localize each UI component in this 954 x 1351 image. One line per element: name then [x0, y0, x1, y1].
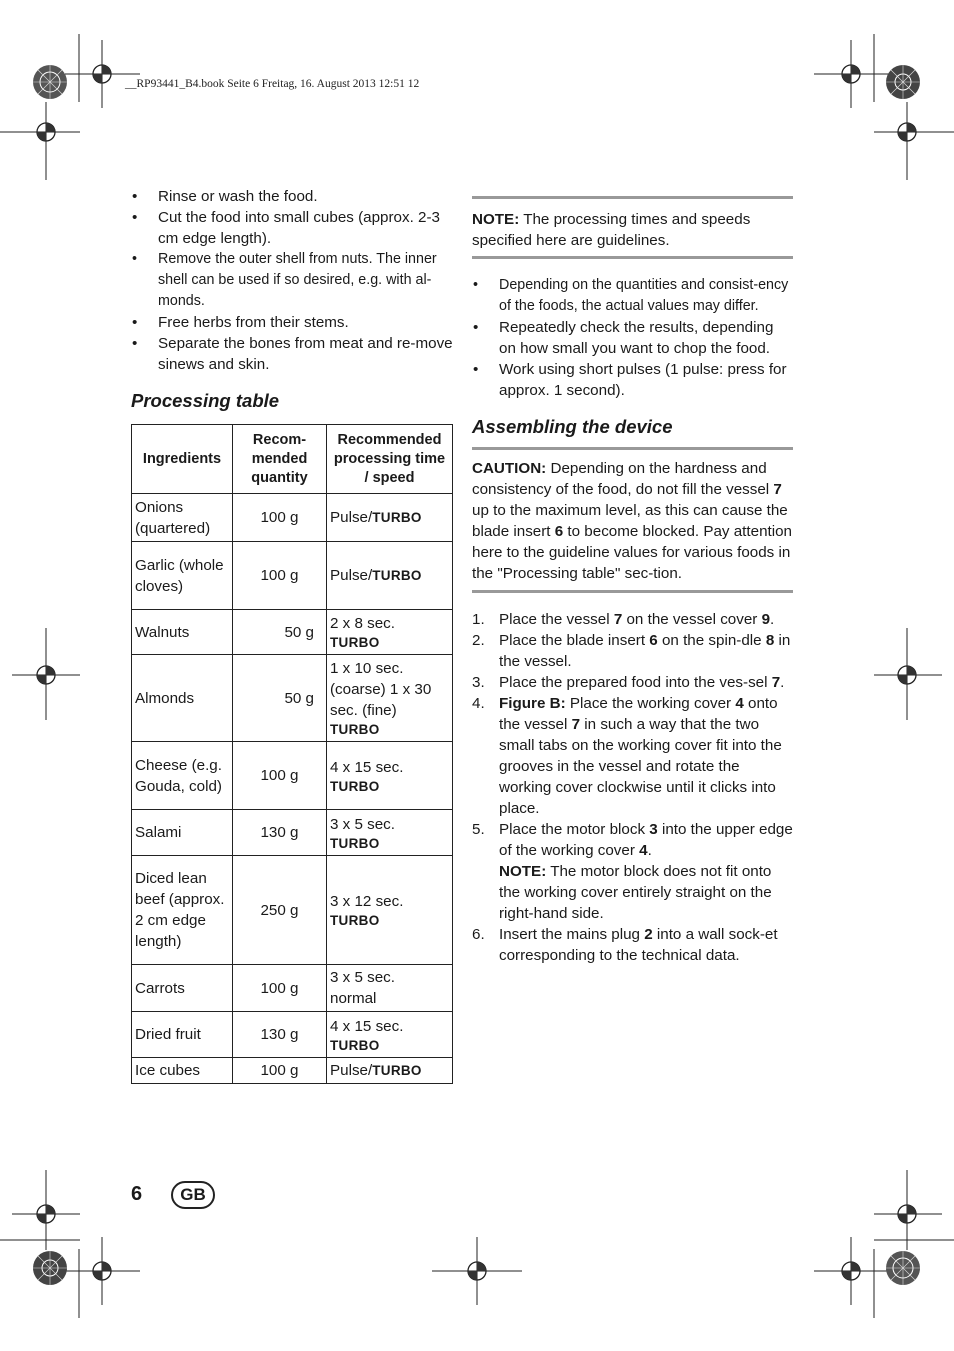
ingredient-cell: Onions (quartered) — [132, 494, 233, 542]
ingredient-cell: Salami — [132, 810, 233, 856]
step-item: 2. Place the blade insert 6 on the spin-dle 8 in the vessel. — [472, 632, 791, 670]
quantity-cell: 100 g — [233, 542, 327, 610]
step-item: 3. Place the prepared food into the ves-sel 7. — [472, 674, 785, 691]
speed-label: TURBO — [372, 568, 422, 583]
list-item: • Depending on the quantities and consist-ency of the foods, the actual values may differ. — [472, 275, 793, 317]
note-label: NOTE: — [472, 211, 520, 228]
processing-table-heading: Processing table — [131, 390, 280, 411]
caution-label: CAUTION: — [472, 460, 547, 477]
time-cell: 1 x 10 sec. (coarse) 1 x 30 sec. (fine) TURBO — [327, 655, 453, 742]
table-row — [132, 494, 453, 542]
ingredient-cell: Dried fruit — [132, 1012, 233, 1058]
list-item: • Remove the outer shell from nuts. The inner shell can be used if so desired, e.g. with al-monds. — [131, 249, 453, 312]
table-row — [132, 1058, 453, 1084]
quantity-cell: 100 g — [233, 1058, 327, 1084]
step-item: 6. Insert the mains plug 2 into a wall sock-et corresponding to the technical data. — [472, 926, 778, 964]
time-cell: 2 x 8 sec. TURBO — [327, 610, 453, 655]
time-cell: 3 x 5 sec. normal — [327, 965, 453, 1012]
speed-label: TURBO — [372, 510, 422, 525]
speed-label: TURBO — [330, 635, 380, 650]
caution-box: CAUTION: Depending on the hardness and consistency of the food, do not fill the vessel 7 up to the maximum level, as this can cause the blade insert 6 to become blocked. Pay attention here to the guideline values for various foods in the "Processing table" sec-tion. — [472, 450, 793, 593]
quantity-cell: 50 g — [233, 655, 327, 742]
speed-label: TURBO — [330, 835, 380, 851]
column-header: Ingredients — [132, 425, 233, 494]
ingredient-cell: Ice cubes — [132, 1058, 233, 1084]
page-number: 6 — [131, 1183, 143, 1205]
table-row — [132, 742, 453, 810]
list-item: • Repeatedly check the results, depending on how small you want to chop the food. — [472, 317, 793, 359]
ingredient-cell: Diced lean beef (approx. 2 cm edge length) — [132, 856, 233, 965]
speed-label: TURBO — [372, 1063, 422, 1078]
list-item: • Free herbs from their stems. — [131, 312, 453, 333]
quantity-cell: 100 g — [233, 965, 327, 1012]
speed-label: TURBO — [330, 1037, 380, 1053]
quantity-cell: 130 g — [233, 810, 327, 856]
time-cell: 3 x 12 sec. TURBO — [327, 856, 453, 965]
speed-label: TURBO — [330, 722, 380, 737]
time-cell: 4 x 15 sec. TURBO — [327, 742, 453, 810]
step-item: 5. Place the motor block 3 into the upper edge of the working cover 4. NOTE: The motor block does not fit onto the working cover entirely straight on the right-hand side. — [472, 821, 793, 922]
assembly-steps — [472, 609, 793, 966]
ingredient-cell: Almonds — [132, 655, 233, 742]
table-row — [132, 965, 453, 1012]
step-item: 1. Place the vessel 7 on the vessel cover 9. — [472, 611, 775, 628]
note-box — [472, 199, 793, 259]
speed-label: normal — [330, 990, 377, 1007]
column-header: Recommended processing time / speed — [327, 425, 453, 494]
speed-label: TURBO — [330, 778, 380, 794]
table-row — [132, 810, 453, 856]
processing-table — [131, 424, 453, 1084]
preparation-list — [131, 186, 453, 375]
list-item: • Separate the bones from meat and re-move sinews and skin. — [131, 333, 453, 375]
step-item: 4. Figure B: Place the working cover 4 onto the vessel 7 in such a way that the two small tabs on the working cover fit into the grooves in the vessel and rotate the working cover clockwise until it clicks into place. — [472, 695, 782, 817]
quantity-cell: 130 g — [233, 1012, 327, 1058]
quantity-cell: 50 g — [233, 610, 327, 655]
quantity-cell: 250 g — [233, 856, 327, 965]
list-item: • Work using short pulses (1 pulse: press for approx. 1 second). — [472, 359, 793, 401]
left-column — [131, 186, 453, 1084]
ingredient-cell: Cheese (e.g. Gouda, cold) — [132, 742, 233, 810]
note-text: The processing times and speeds specified here are guidelines. — [472, 211, 751, 249]
ingredient-cell: Walnuts — [132, 610, 233, 655]
quantity-cell: 100 g — [233, 742, 327, 810]
assembling-heading: Assembling the device — [472, 416, 673, 437]
column-header: Recom-mended quantity — [233, 425, 327, 494]
time-cell: Pulse/TURBO — [327, 1058, 453, 1084]
guideline-list — [472, 275, 793, 401]
list-item: • Rinse or wash the food. — [131, 186, 453, 207]
print-file-info: __RP93441_B4.book Seite 6 Freitag, 16. August 2013 12:51 12 — [125, 78, 420, 90]
table-row — [132, 856, 453, 965]
table-header-row — [132, 425, 453, 494]
table-row — [132, 1012, 453, 1058]
ingredient-cell: Carrots — [132, 965, 233, 1012]
country-badge: GB — [171, 1181, 215, 1209]
list-item: • Cut the food into small cubes (approx. 2-3 cm edge length). — [131, 207, 453, 249]
time-cell: 4 x 15 sec. TURBO — [327, 1012, 453, 1058]
time-cell: 3 x 5 sec. TURBO — [327, 810, 453, 856]
quantity-cell: 100 g — [233, 494, 327, 542]
table-row — [132, 542, 453, 610]
table-row — [132, 655, 453, 742]
ingredient-cell: Garlic (whole cloves) — [132, 542, 233, 610]
right-column — [472, 196, 793, 966]
time-cell: Pulse/TURBO — [327, 542, 453, 610]
speed-label: TURBO — [330, 913, 380, 928]
table-row — [132, 610, 453, 655]
time-cell: Pulse/TURBO — [327, 494, 453, 542]
